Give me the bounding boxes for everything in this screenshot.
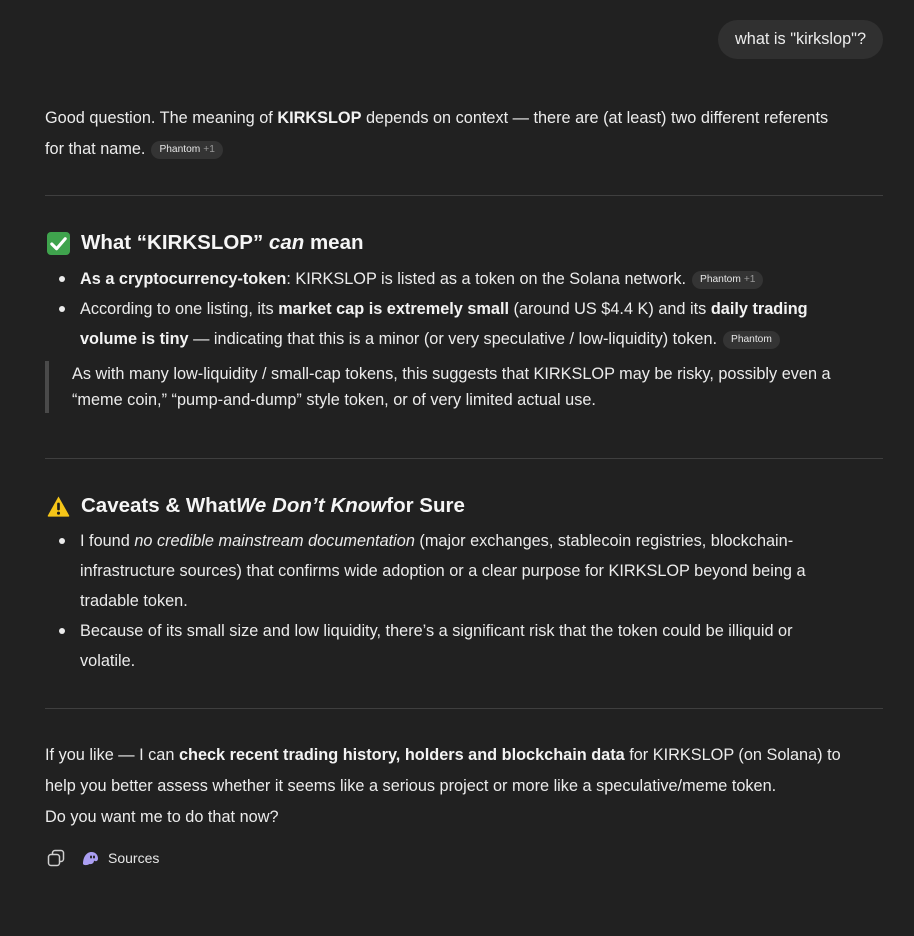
quote-line-2: “meme coin,” “pump-and-dump” style token, or of very limited actual use.	[72, 391, 596, 409]
item-text: : KIRKSLOP is listed as a token on the Solana network.	[286, 270, 687, 288]
chip-label: Phantom	[159, 144, 201, 155]
item-line-2: infrastructure sources) that confirms wide adoption or a clear purpose for KIRKSLOP beyond being a	[80, 562, 806, 580]
caveats-list	[45, 526, 883, 676]
heading-text: Caveats & What	[81, 494, 236, 517]
closing-line-2: help you better assess whether it seems like a serious project or more like a speculative/meme token.	[45, 777, 777, 795]
copy-icon[interactable]	[47, 849, 65, 867]
heading-text: What “KIRKSLOP”	[81, 231, 264, 254]
closing-paragraph	[45, 740, 883, 833]
list-item	[45, 294, 883, 354]
message-actions	[47, 848, 159, 868]
item-text-3: — indicating that this is a minor (or very speculative / low-liquidity) token.	[188, 330, 718, 348]
intro-text-3: for that name.	[45, 140, 146, 158]
item-bold-2: daily trading	[710, 300, 808, 318]
heading-italic: can	[268, 231, 305, 254]
item-text: I found	[80, 532, 135, 550]
closing-text: If you like — I can	[45, 746, 179, 764]
item-line-3: tradable token.	[80, 592, 188, 610]
user-message-bubble	[718, 20, 883, 59]
warning-icon	[47, 495, 70, 518]
item-bold: market cap is extremely small	[278, 300, 509, 318]
intro-paragraph	[45, 103, 883, 165]
list-item	[45, 526, 883, 616]
divider	[45, 458, 883, 459]
quote-line-1: As with many low-liquidity / small-cap tokens, this suggests that KIRKSLOP may be risky, possibly even a	[72, 365, 831, 383]
phantom-ghost-icon	[82, 851, 99, 866]
chip-count: +1	[203, 144, 215, 155]
intro-bold: KIRKSLOP	[277, 109, 362, 127]
sources-button[interactable]	[82, 850, 159, 866]
item-text-2: (around US $4.4 K) and its	[509, 300, 711, 318]
heading-text-end: for Sure	[386, 494, 465, 517]
divider	[45, 708, 883, 709]
check-mark-icon	[47, 232, 70, 255]
chip-count: +1	[743, 274, 756, 285]
item-line-2: volatile.	[80, 652, 136, 670]
heading-text-end: mean	[309, 231, 364, 254]
chip-label: Phantom	[700, 274, 741, 285]
intro-text-2: depends on context — there are (at least) two different referents	[361, 109, 829, 127]
closing-line-3: Do you want me to do that now?	[45, 808, 279, 826]
item-bold: As a cryptocurrency-token	[80, 270, 287, 288]
item-line-1: Because of its small size and low liquidity, there’s a significant risk that the token could be illiquid or	[80, 622, 793, 640]
user-message-text: what is "kirkslop"?	[735, 30, 866, 48]
list-item	[45, 616, 883, 676]
source-chip-phantom[interactable]	[692, 271, 763, 289]
source-chip-phantom[interactable]	[151, 141, 222, 159]
divider	[45, 195, 883, 196]
closing-bold: check recent trading history, holders and blockchain data	[178, 746, 625, 764]
item-text: According to one listing, its	[80, 300, 279, 318]
intro-text: Good question. The meaning of	[45, 109, 278, 127]
item-italic: no credible mainstream documentation	[134, 532, 415, 550]
chip-label: Phantom	[731, 334, 772, 345]
list-item	[45, 264, 883, 294]
blockquote	[45, 361, 883, 413]
heading-italic: We Don’t Know	[235, 494, 387, 517]
sources-label: Sources	[108, 850, 160, 866]
source-chip-phantom[interactable]	[723, 331, 780, 349]
item-bold-3: volume is tiny	[80, 330, 189, 348]
section-heading-meaning	[47, 228, 364, 258]
item-text-2: (major exchanges, stablecoin registries, blockchain-	[414, 532, 794, 550]
meaning-list	[45, 264, 883, 354]
section-heading-caveats	[47, 491, 465, 521]
closing-text-2: for KIRKSLOP (on Solana) to	[624, 746, 841, 764]
